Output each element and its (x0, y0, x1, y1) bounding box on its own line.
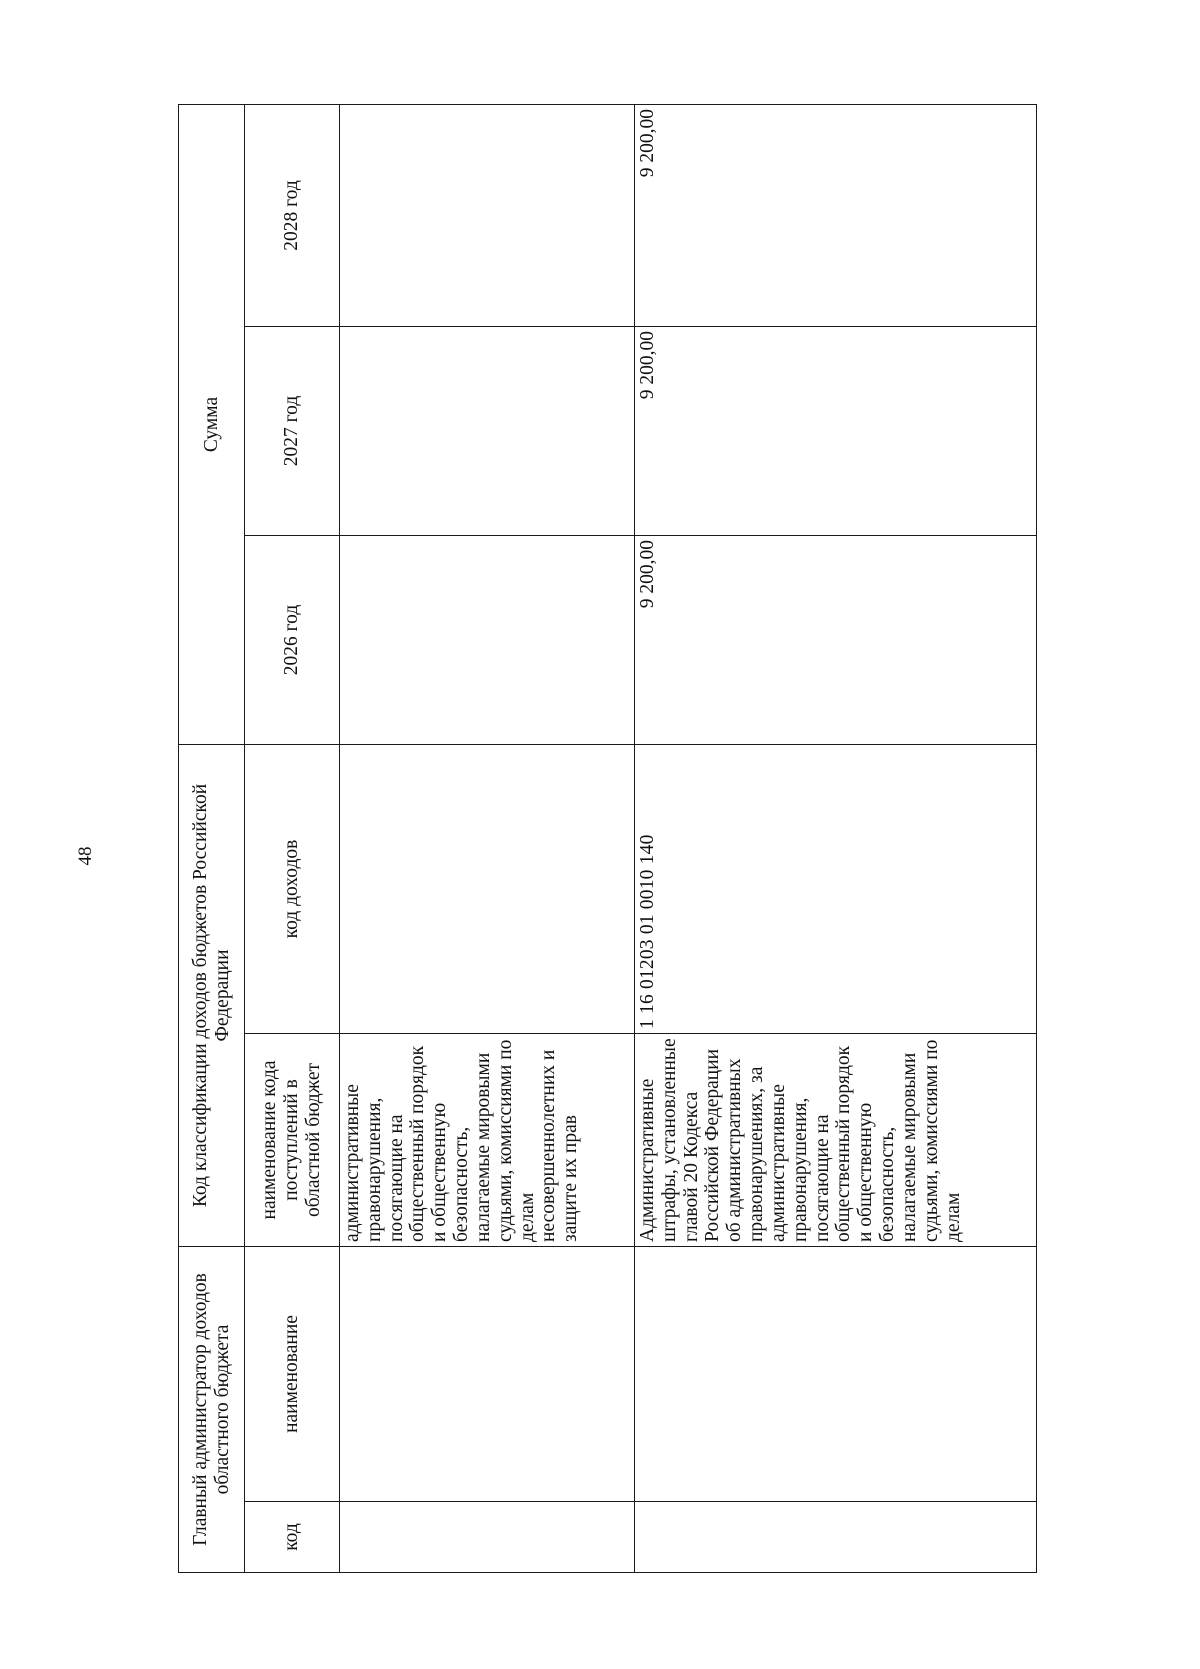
admin-name-cell (635, 1247, 1037, 1502)
sum-2026-cell (340, 536, 635, 745)
header-code: код (245, 1502, 340, 1573)
admin-code-cell (635, 1502, 1037, 1573)
header-year-2028: 2028 год (245, 105, 340, 327)
header-admin-group: Главный администратор доходов областного бюджета (179, 1247, 245, 1573)
header-classification-group: Код классификации доходов бюджетов Российской Федерации (179, 745, 245, 1247)
header-name: наименование (245, 1247, 340, 1502)
header-row-groups (179, 105, 245, 1573)
revenue-table (178, 104, 1037, 1573)
sum-2027-cell (340, 327, 635, 536)
sum-2028-cell: 9 200,00 (635, 105, 1037, 327)
header-receipt-name: наименование кода поступлений в областной бюджет (245, 1034, 340, 1247)
page-number: 48 (75, 846, 96, 866)
revenue-code-cell (340, 745, 635, 1034)
table-row (340, 105, 635, 1573)
header-row-columns (245, 105, 340, 1573)
sum-2027-cell: 9 200,00 (635, 327, 1037, 536)
revenue-code-cell: 1 16 01203 01 0010 140 (635, 745, 1037, 1034)
header-year-2026: 2026 год (245, 536, 340, 745)
header-year-2027: 2027 год (245, 327, 340, 536)
table-row (635, 105, 1037, 1573)
receipt-name-cell: Административные штрафы, установленные главой 20 Кодекса Российской Федерации об административных правонарушениях, за административные правонарушения, посягающие на общественный порядок и общественную безопасность, налагаемые мировыми судьями, комиссиями по делам (635, 1034, 1037, 1247)
admin-code-cell (340, 1502, 635, 1573)
receipt-name-cell: административные правонарушения, посягающие на общественный порядок и общественную безопасность, налагаемые мировыми судьями, комиссиями по делам несовершеннолетних и защите их прав (340, 1034, 635, 1247)
header-sum-group: Сумма (179, 105, 245, 745)
admin-name-cell (340, 1247, 635, 1502)
sum-2028-cell (340, 105, 635, 327)
sum-2026-cell: 9 200,00 (635, 536, 1037, 745)
header-revenue-code: код доходов (245, 745, 340, 1034)
